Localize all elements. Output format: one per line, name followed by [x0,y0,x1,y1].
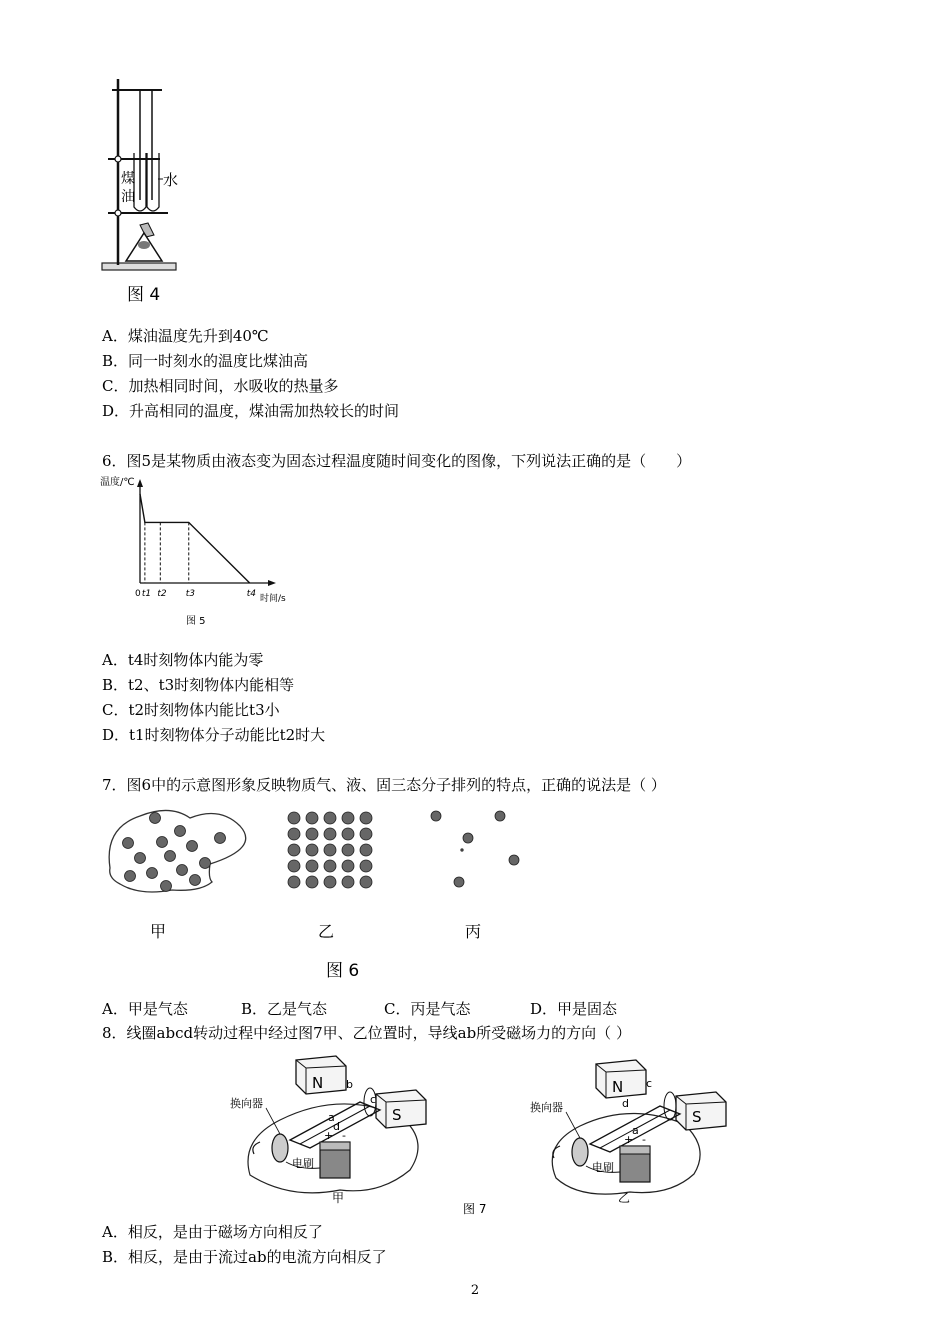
solid-molecule [288,828,300,840]
q7-option-a: A．甲是气态 [102,1000,188,1018]
fig7-jia-plus: + [324,1129,334,1142]
solid-molecule [324,876,336,888]
figure-5-chart [100,473,310,633]
fig7-jia-a: a [328,1111,335,1124]
solid-molecule [342,876,354,888]
fig7-yi-s: S [692,1108,702,1126]
chart-xlabel: 时间/s [260,594,286,604]
figure-4-apparatus [100,75,210,305]
solid-molecule [342,812,354,824]
solid-molecule [288,844,300,856]
q5-option-b: B．同一时刻水的温度比煤油高 [102,352,309,370]
page-number: 2 [470,1283,480,1298]
fig7-yi-commutator: 换向器 [530,1101,563,1114]
fig7-jia-n: N [312,1074,324,1092]
q7-options [102,998,662,1018]
fig7-jia-d: d [333,1120,340,1133]
solid-molecule [360,828,372,840]
q7-stem: 7．图6中的示意图形象反映物质气、液、固三态分子排列的特点，正确的说法是（ ） [102,776,666,794]
q6-stem: 6．图5是某物质由液态变为固态过程温度随时间变化的图像，下列说法正确的是（ ） [102,452,692,470]
solid-molecule [306,812,318,824]
fig6-gas-molecules [431,811,519,887]
q8-option-a: A．相反，是由于磁场方向相反了 [102,1223,323,1241]
solid-molecule [324,844,336,856]
solid-molecule [342,828,354,840]
fig4-water-label: 水 [163,171,179,189]
fig7-yi-brush: 电刷 [592,1161,614,1174]
solid-molecule [306,876,318,888]
fig4-kerosene-label-2: 油 [121,189,135,205]
q7-option-b: B．乙是气态 [241,1000,328,1018]
solid-molecule [324,860,336,872]
solid-molecule [360,812,372,824]
fig6-panel-yi: 乙 [318,922,335,941]
chart-title: 图 5 [186,616,206,627]
solid-molecule [306,844,318,856]
fig7-yi-d: d [622,1097,629,1110]
solid-molecule [306,828,318,840]
fig7-yi-label: 乙 [618,1191,631,1205]
fig6-panel-bing: 丙 [465,922,482,941]
figure-7 [220,1050,730,1220]
q5-option-a: A．煤油温度先升到40℃ [102,327,269,345]
solid-molecule [360,860,372,872]
figure-6-caption: 图 6 [326,961,360,981]
chart-y-arrow [137,479,143,487]
fig7-panel-yi [530,1060,726,1205]
q5-option-d: D．升高相同的温度，煤油需加热较长的时间 [102,402,400,420]
q6-option-d: D．t1时刻物体分子动能比t2时大 [102,726,326,744]
fig7-yi-n: N [612,1078,624,1096]
q6-option-c: C．t2时刻物体内能比t3小 [102,701,280,719]
fig7-yi-minus: - [642,1133,646,1146]
solid-molecule [342,844,354,856]
chart-x-arrow [268,580,276,586]
solid-molecule [324,828,336,840]
fig7-jia-b: b [346,1078,353,1091]
q6-option-b: B．t2、t3时刻物体内能相等 [102,676,295,694]
fig7-panel-jia [230,1056,426,1205]
q8-option-b: B．相反，是由于流过ab的电流方向相反了 [102,1248,387,1266]
solid-molecule [324,812,336,824]
chart-tick-t2: t2 [157,589,167,599]
solid-molecule [360,844,372,856]
fig7-yi-a: a [632,1124,639,1137]
chart-series-line [140,494,250,583]
q7-option-d: D．甲是固态 [530,1000,618,1018]
chart-tick-0: 0 [135,589,141,599]
figure-7-caption: 图 7 [463,1202,487,1216]
fig7-jia-commutator: 换向器 [230,1097,263,1110]
figure-4-caption: 图 4 [127,285,161,305]
chart-tick-t4: t4 [246,589,256,599]
fig7-yi-c: c [646,1077,653,1090]
fig7-jia-label: 甲 [332,1191,345,1205]
q5-option-c: C．加热相同时间，水吸收的热量多 [102,377,339,395]
fig4-kerosene-label-1: 煤 [121,171,135,187]
solid-molecule [288,876,300,888]
q8-stem: 8．线圈abcd转动过程中经过图7甲、乙位置时，导线ab所受磁场力的方向（ ） [102,1024,631,1042]
solid-molecule [306,860,318,872]
figure-6 [100,798,530,988]
fig7-jia-c: c [370,1093,377,1106]
fig7-jia-brush: 电刷 [292,1157,314,1170]
chart-ylabel: 温度/℃ [100,477,135,488]
solid-molecule [288,812,300,824]
fig7-jia-minus: - [342,1129,346,1142]
q7-option-c: C．丙是气态 [384,1000,471,1018]
solid-molecule [288,860,300,872]
chart-tick-t3: t3 [185,589,196,599]
fig6-solid-molecules [288,812,372,888]
q6-option-a: A．t4时刻物体内能为零 [102,651,264,669]
fig7-jia-s: S [392,1106,402,1124]
fig6-panel-jia: 甲 [150,922,167,941]
solid-molecule [342,860,354,872]
chart-tick-t1: t1 [141,589,152,599]
fig7-yi-plus: + [624,1133,634,1146]
solid-molecule [360,876,372,888]
